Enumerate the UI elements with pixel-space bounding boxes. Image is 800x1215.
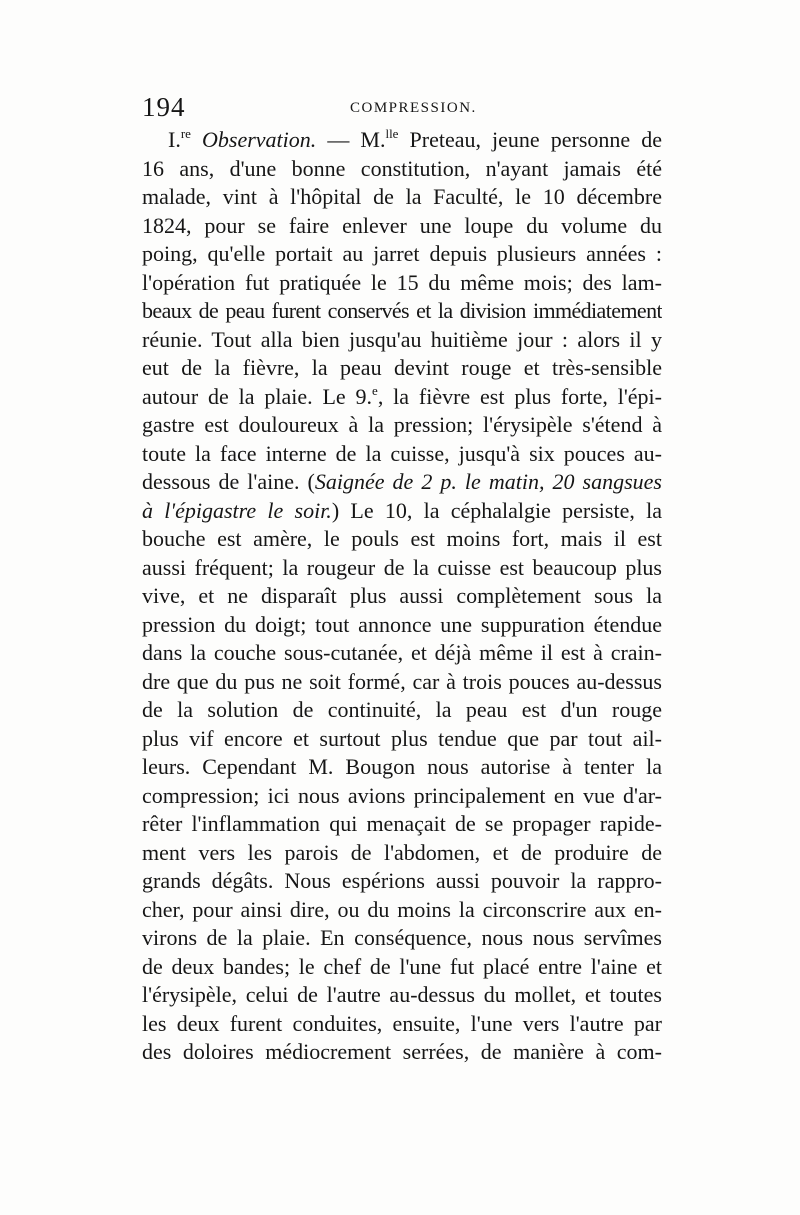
text-line: vive, et ne disparaît plus aussi complètement sous la: [142, 583, 662, 608]
text-line: ment vers les parois de l'abdomen, et de produire de: [142, 839, 662, 865]
text-line: cher, pour ainsi dire, ou du moins la circonscrire aux en-: [142, 896, 662, 922]
text-line: malade, vint à l'hôpital de la Faculté, le 10 décembre: [142, 184, 662, 209]
text-line: autour de la plaie. Le 9.$^e$, la fièvre est plus forte, l'épi-: [142, 382, 662, 409]
text-line: 1824, pour se faire enlever une loupe du volume du: [142, 212, 662, 238]
text-line: aussi fréquent; la rougeur de la cuisse est beaucoup plus: [142, 554, 662, 580]
page-number: 194: [142, 92, 186, 122]
text-line: 16 ans, d'une bonne constitution, n'ayant jamais été: [142, 155, 662, 181]
text-line: I.$^{re}$ Observation. — M.$^{lle}$ Preteau, jeune personne de: [168, 126, 662, 152]
text-line: eut de la fièvre, la peau devint rouge et très-sensible: [142, 355, 662, 380]
text-line: compression; ici nous avions principalement en vue d'ar-: [142, 782, 662, 808]
text-line: virons de la plaie. En conséquence, nous nous servîmes: [142, 925, 662, 950]
text-line: poing, qu'elle portait au jarret depuis plusieurs années :: [142, 241, 662, 266]
text-line: de deux bandes; le chef de l'une fut placé entre l'aine et: [142, 953, 662, 979]
text-line: pression du doigt; tout annonce une suppuration étendue: [142, 611, 662, 637]
running-title: COMPRESSION.: [350, 100, 477, 116]
text-line: dans la couche sous-cutanée, et déjà même il est à crain-: [142, 640, 662, 665]
text-line: l'opération fut pratiquée le 15 du même mois; des lam-: [142, 269, 662, 295]
body-text: [142, 126, 662, 1067]
text-line: beaux de peau furent conservés et la division immédiatement: [142, 298, 662, 323]
text-line: toute la face interne de la cuisse, jusqu'à six pouces au-: [142, 440, 662, 466]
text-line: dessous de l'aine. (Saignée de 2 p. le matin, 20 sangsues: [142, 469, 662, 494]
text-line: des doloires médiocrement serrées, de manière à com-: [142, 1039, 662, 1064]
text-line: gastre est douloureux à la pression; l'érysipèle s'étend à: [142, 412, 662, 437]
running-head: [142, 92, 672, 122]
text-line: grands dégâts. Nous espérions aussi pouvoir la rappro-: [142, 868, 662, 893]
text-line: de la solution de continuité, la peau est d'un rouge: [142, 697, 662, 722]
text-line: les deux furent conduites, ensuite, l'une vers l'autre par: [142, 1010, 662, 1036]
text-line: plus vif encore et surtout plus tendue que par tout ail-: [142, 725, 662, 751]
text-line: l'érysipèle, celui de l'autre au-dessus du mollet, et toutes: [142, 982, 662, 1007]
text-line: réunie. Tout alla bien jusqu'au huitième jour : alors il y: [142, 326, 662, 352]
text-line: à l'épigastre le soir.) Le 10, la céphalalgie persiste, la: [142, 497, 662, 523]
text-line: leurs. Cependant M. Bougon nous autorise à tenter la: [142, 754, 662, 779]
text-line: bouche est amère, le pouls est moins fort, mais il est: [142, 526, 662, 551]
text-line: rêter l'inflammation qui menaçait de se propager rapide-: [142, 811, 662, 836]
text-line: dre que du pus ne soit formé, car à trois pouces au-dessus: [142, 668, 662, 694]
